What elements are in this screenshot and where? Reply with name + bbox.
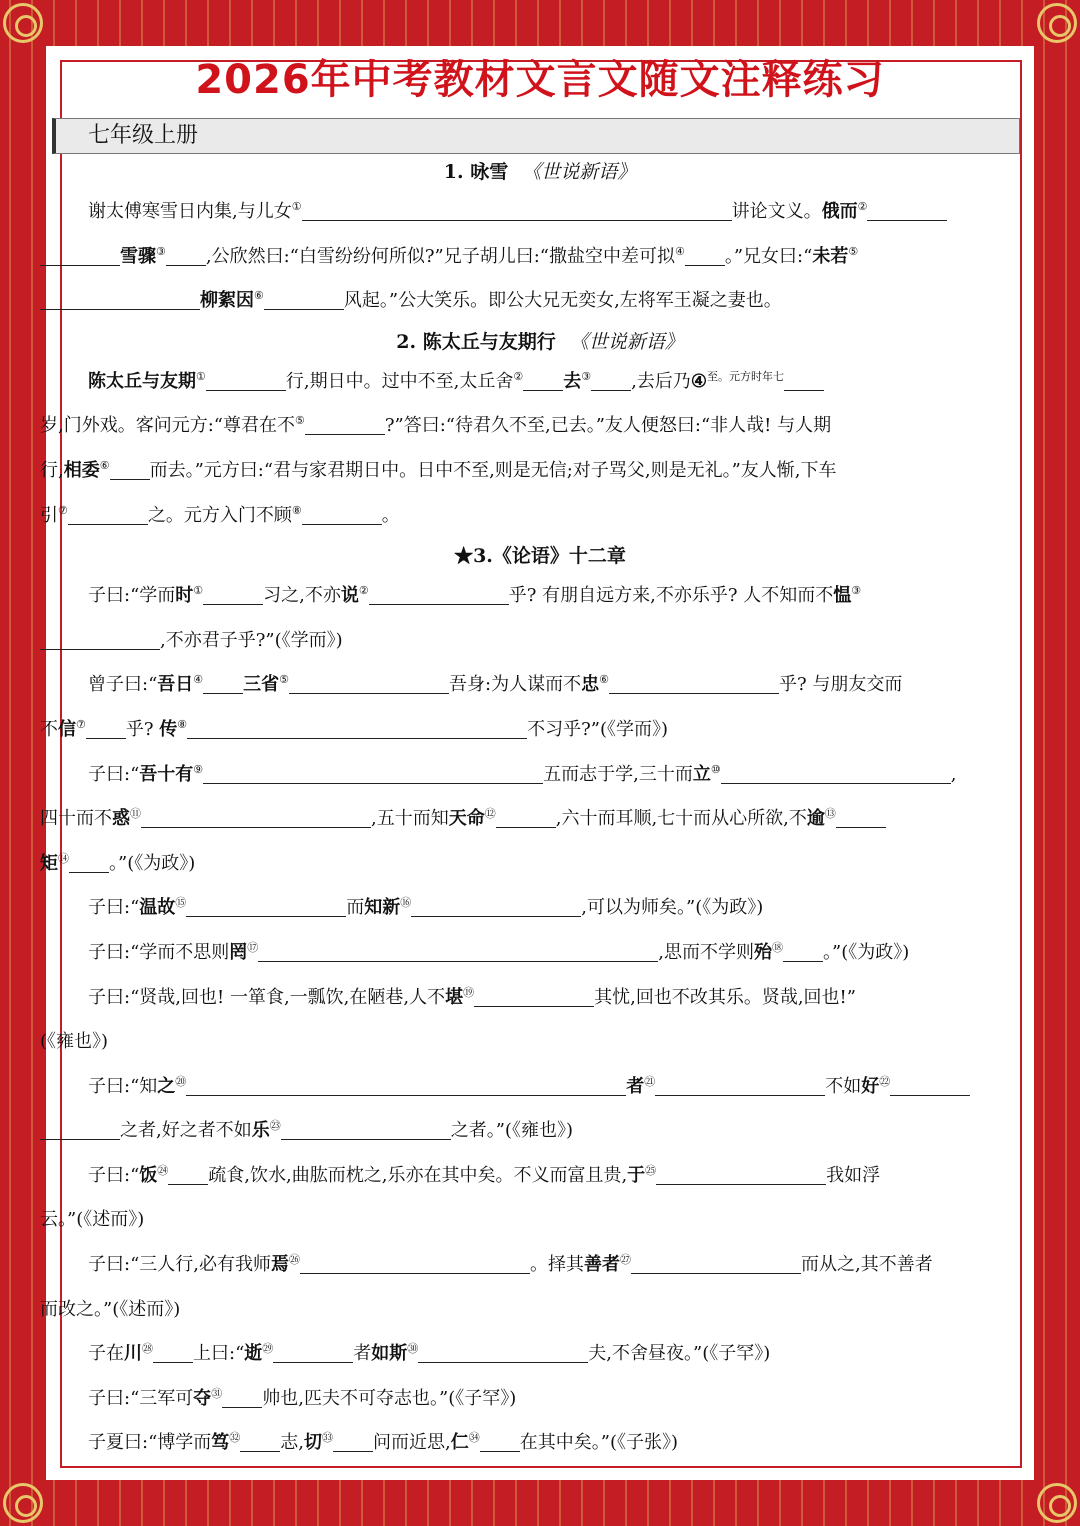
- section-title: ★3.《论语》十二章: [454, 545, 626, 568]
- answer-blank[interactable]: [68, 504, 148, 525]
- text-segment: 不如: [825, 1075, 862, 1097]
- footnote-marker: ④: [193, 673, 204, 687]
- answer-blank[interactable]: [186, 896, 346, 917]
- answer-blank[interactable]: [418, 1342, 588, 1363]
- text-segment: 问而近思,: [373, 1432, 451, 1454]
- section-heading: [46, 154, 1034, 190]
- text-line: [46, 1332, 1034, 1377]
- annotated-word: 夺: [193, 1387, 212, 1409]
- answer-blank[interactable]: [411, 896, 581, 917]
- annotated-word: 笃: [211, 1432, 230, 1454]
- text-line: [46, 1421, 1034, 1466]
- footnote-marker: ②: [358, 584, 369, 598]
- answer-blank[interactable]: [40, 289, 200, 310]
- answer-blank[interactable]: [302, 504, 382, 525]
- annotated-word: 愠: [833, 585, 852, 607]
- text-segment: 上曰:“: [193, 1343, 245, 1365]
- answer-blank[interactable]: [685, 245, 725, 266]
- text-segment: 子曰:“: [88, 1164, 140, 1186]
- exercise-content: [40, 154, 1034, 1466]
- answer-blank[interactable]: [281, 1119, 451, 1140]
- footnote-marker: ㉔: [157, 1163, 169, 1177]
- answer-blank[interactable]: [300, 1253, 530, 1274]
- text-segment: 而从之,其不善者: [801, 1254, 933, 1276]
- text-segment: 行,期日中。过中不至,太丘舍: [285, 370, 514, 392]
- annotated-word: 逝: [244, 1343, 263, 1365]
- answer-blank[interactable]: [110, 459, 150, 480]
- annotated-word: 天命: [448, 808, 485, 830]
- footnote-marker: 至。元方时年七: [706, 369, 784, 383]
- annotated-word: 堪: [445, 986, 464, 1008]
- grade-header: 七年级上册: [52, 118, 1020, 154]
- text-line: [40, 279, 1034, 324]
- text-line: [40, 449, 1034, 494]
- answer-blank[interactable]: [264, 289, 344, 310]
- answer-blank[interactable]: [168, 1164, 208, 1185]
- footnote-marker: ㉜: [229, 1431, 241, 1445]
- footnote-marker: ⑮: [175, 896, 187, 910]
- annotated-word: 温故: [139, 897, 176, 919]
- answer-blank[interactable]: [609, 673, 779, 694]
- answer-blank[interactable]: [783, 941, 823, 962]
- footnote-marker: ㉖: [289, 1253, 300, 1267]
- annotated-word: 者: [626, 1075, 645, 1097]
- footnote-marker: ⑯: [400, 896, 412, 910]
- answer-blank[interactable]: [867, 200, 947, 221]
- answer-blank[interactable]: [369, 584, 509, 605]
- answer-blank[interactable]: [86, 718, 126, 739]
- annotated-word: 三省: [243, 674, 280, 696]
- annotated-word: 川: [124, 1343, 142, 1365]
- answer-blank[interactable]: [474, 986, 594, 1007]
- text-segment: (《雍也》): [40, 1031, 109, 1053]
- annotated-word: 柳絮因: [200, 290, 254, 312]
- text-segment: 子曰:“: [88, 763, 140, 785]
- footnote-marker: ③: [156, 244, 166, 258]
- text-segment: 子曰:“学而不思则: [88, 941, 230, 963]
- footnote-marker: ⑥: [599, 673, 609, 687]
- text-segment: 之。元方入门不顾: [147, 504, 292, 526]
- answer-blank[interactable]: [206, 370, 286, 391]
- annotated-word: 忠: [581, 674, 600, 696]
- text-segment: ?”答曰:“待君久不至,已去。”友人便怒曰:“非人哉! 与人期: [384, 415, 832, 437]
- annotated-word: 相委: [63, 459, 100, 481]
- text-line: [40, 842, 1034, 887]
- footnote-marker: ⑪: [130, 807, 141, 821]
- footnote-marker: ㉙: [262, 1342, 274, 1356]
- annotated-word: 俄而: [821, 201, 858, 222]
- text-segment: 乎?: [125, 718, 160, 740]
- answer-blank[interactable]: [273, 1342, 353, 1363]
- footnote-marker: ②: [857, 200, 868, 213]
- text-line: [46, 663, 1034, 708]
- answer-blank[interactable]: [656, 1164, 826, 1185]
- text-segment: 。”(《为政》): [109, 852, 196, 874]
- annotated-word: 吾日: [157, 674, 194, 696]
- text-line: [40, 619, 1034, 664]
- footnote-marker: ㉞: [468, 1431, 480, 1445]
- text-segment: 习之,不亦: [263, 585, 341, 607]
- text-segment: 五而志于学,三十而: [543, 763, 693, 785]
- text-line: [46, 1243, 1034, 1288]
- text-line: [40, 235, 1034, 280]
- corner-ornament-icon: [3, 1483, 43, 1523]
- text-segment: 风起。”公大笑乐。即公大兄无奕女,左将军王凝之妻也。: [343, 290, 782, 312]
- text-segment: 四十而不: [40, 808, 112, 830]
- footnote-marker: ㉚: [407, 1342, 419, 1356]
- text-segment: 子曰:“: [88, 897, 140, 919]
- text-segment: 云。”(《述而》): [40, 1209, 145, 1231]
- footnote-marker: ㉕: [645, 1163, 657, 1177]
- footnote-marker: ㉑: [644, 1074, 656, 1088]
- footnote-marker: ⑭: [58, 851, 69, 865]
- text-segment: 乎? 有朋自远方来,不亦乐乎? 人不知而不: [508, 585, 834, 607]
- answer-blank[interactable]: [187, 718, 527, 739]
- text-segment: 。”兄女曰:“: [724, 245, 813, 267]
- text-segment: 疏食,饮水,曲肱而枕之,乐亦在其中矣。不义而富且贵,: [208, 1164, 628, 1186]
- annotated-word: 之: [157, 1075, 176, 1097]
- annotated-word: 雪骤: [120, 245, 156, 267]
- section-heading: [46, 324, 1034, 360]
- footnote-marker: ⑤: [295, 414, 305, 428]
- answer-blank[interactable]: [40, 245, 120, 266]
- text-segment: 子夏曰:“博学而: [88, 1432, 212, 1454]
- annotated-word: 焉: [271, 1254, 289, 1276]
- answer-blank[interactable]: [153, 1342, 193, 1363]
- annotated-word: 未若: [812, 245, 849, 267]
- text-segment: 讲论文义。: [731, 201, 822, 222]
- answer-blank[interactable]: [496, 807, 556, 828]
- footnote-marker: ①: [196, 369, 206, 383]
- text-segment: 志,: [280, 1432, 305, 1454]
- text-segment: 不: [40, 718, 58, 740]
- worksheet-page: [40, 46, 1034, 1480]
- text-segment: ,去后乃: [631, 370, 691, 392]
- annotated-word: 殆: [754, 941, 773, 963]
- annotated-word: 立: [692, 763, 711, 785]
- answer-blank[interactable]: [141, 807, 371, 828]
- text-line: [40, 1109, 1034, 1154]
- footnote-marker: ⑳: [175, 1074, 187, 1088]
- annotated-word: 乐: [251, 1120, 270, 1142]
- footnote-marker: ⑥: [254, 289, 264, 303]
- footnote-marker: ⑧: [291, 503, 302, 517]
- text-line: [46, 931, 1034, 976]
- footnote-marker: ③: [851, 584, 862, 598]
- answer-blank[interactable]: [289, 673, 449, 694]
- section-source: 《世说新语》: [569, 330, 684, 353]
- text-segment: 。: [381, 504, 400, 526]
- annotated-word: 善者: [584, 1254, 620, 1276]
- text-line: [46, 1154, 1034, 1199]
- corner-ornament-icon: [1037, 1483, 1077, 1523]
- annotated-word: 信: [58, 718, 76, 740]
- annotated-word: 于: [627, 1164, 646, 1186]
- text-segment: 行,: [40, 459, 64, 481]
- text-line: [46, 753, 1034, 798]
- section-title: 2. 陈太丘与友期行: [396, 330, 556, 353]
- section-source: 《世说新语》: [522, 161, 637, 183]
- answer-blank[interactable]: [591, 370, 631, 391]
- text-line: [46, 886, 1034, 931]
- annotated-word: 说: [340, 585, 359, 607]
- annotated-word: 逾: [806, 808, 825, 830]
- answer-blank[interactable]: [186, 1075, 626, 1096]
- text-segment: 不习乎?”(《学而》): [527, 718, 669, 740]
- text-segment: 吾身:为人谋而不: [449, 674, 582, 696]
- annotated-word: 仁: [450, 1432, 469, 1454]
- footnote-marker: ④: [674, 244, 685, 258]
- text-segment: ,思而不学则: [658, 941, 755, 963]
- annotated-word: 好: [861, 1075, 880, 1097]
- annotated-word: 矩: [40, 852, 58, 874]
- text-line: [40, 797, 1034, 842]
- text-segment: 曾子曰:“: [88, 674, 158, 696]
- text-line: [46, 1065, 1034, 1110]
- footnote-marker: ⑦: [76, 717, 86, 731]
- annotated-word: 吾十有: [139, 763, 194, 785]
- text-segment: 子曰:“贤哉,回也! 一箪食,一瓢饮,在陋巷,人不: [88, 986, 446, 1008]
- footnote-marker: ⑱: [772, 940, 784, 954]
- answer-blank[interactable]: [222, 1387, 262, 1408]
- answer-blank[interactable]: [203, 763, 543, 784]
- footnote-marker: ⑨: [193, 762, 204, 776]
- annotated-word: 惑: [112, 808, 130, 830]
- answer-blank[interactable]: [890, 1075, 970, 1096]
- page-title: 2026年中考教材文言文随文注释练习: [195, 57, 885, 103]
- text-segment: 在其中矣。”(《子张》): [519, 1432, 678, 1454]
- text-segment: 子曰:“三军可: [88, 1387, 194, 1409]
- text-segment: 岁,门外戏。客问元方:“尊君在不: [40, 415, 295, 437]
- text-segment: 子曰:“学而: [88, 585, 176, 607]
- answer-blank[interactable]: [166, 245, 206, 266]
- annotated-word: 如斯: [371, 1343, 408, 1365]
- annotated-word: 时: [175, 585, 194, 607]
- text-line: [46, 360, 1034, 405]
- text-line: [46, 190, 1034, 235]
- footnote-marker: ①: [193, 584, 204, 598]
- text-segment: ,: [950, 763, 957, 785]
- text-segment: 子在: [88, 1343, 124, 1365]
- answer-blank[interactable]: [721, 763, 951, 784]
- annotated-word: 切: [304, 1432, 323, 1454]
- text-segment: 者: [353, 1343, 372, 1365]
- text-line: [40, 1020, 1034, 1065]
- annotated-word: 饭: [139, 1164, 158, 1186]
- text-segment: 谢太傅寒雪日内集,与儿女: [88, 201, 292, 222]
- section-heading: [46, 538, 1034, 574]
- text-line: [40, 404, 1034, 449]
- footnote-marker: ③: [581, 369, 592, 383]
- footnote-marker: ⑩: [710, 762, 721, 776]
- answer-blank[interactable]: [523, 370, 563, 391]
- text-line: [46, 574, 1034, 619]
- text-segment: ,六十而耳顺,七十而从心所欲,不: [555, 808, 807, 830]
- answer-blank[interactable]: [305, 414, 385, 435]
- footnote-marker: ㉘: [142, 1342, 153, 1356]
- text-line: [46, 1377, 1034, 1422]
- footnote-marker: ㉝: [322, 1431, 334, 1445]
- footnote-marker: ⑬: [824, 807, 836, 821]
- text-segment: 子曰:“知: [88, 1075, 158, 1097]
- text-line: [40, 494, 1034, 539]
- answer-blank[interactable]: [40, 1119, 120, 1140]
- answer-blank[interactable]: [240, 1431, 280, 1452]
- answer-blank[interactable]: [631, 1253, 801, 1274]
- text-segment: 之者。”(《雍也》): [450, 1120, 573, 1142]
- footnote-marker: ㉛: [211, 1386, 223, 1400]
- text-line: [40, 708, 1034, 753]
- text-segment: ,可以为师矣。”(《为政》): [581, 897, 764, 919]
- answer-blank[interactable]: [69, 852, 109, 873]
- text-segment: 子曰:“三人行,必有我师: [88, 1254, 271, 1276]
- annotated-word: ④: [690, 370, 707, 392]
- text-segment: 其忧,回也不改其乐。贤哉,回也!”: [594, 986, 856, 1008]
- text-segment: 。择其: [530, 1254, 584, 1276]
- answer-blank[interactable]: [302, 200, 732, 221]
- text-segment: 夫,不舍昼夜。”(《子罕》): [588, 1343, 771, 1365]
- footnote-marker: ㉓: [269, 1119, 281, 1133]
- text-segment: 之者,好之者不如: [120, 1120, 252, 1142]
- text-segment: 而去。”元方曰:“君与家君期日中。日中不至,则是无信;对子骂父,则是无礼。”友人惭,下车: [149, 459, 837, 481]
- corner-ornament-icon: [3, 3, 43, 43]
- answer-blank[interactable]: [836, 807, 886, 828]
- text-segment: 。”(《为政》): [823, 941, 910, 963]
- text-line: [40, 1198, 1034, 1243]
- text-segment: ,公欣然曰:“白雪纷纷何所似?”兄子胡儿曰:“撒盐空中差可拟: [205, 245, 675, 267]
- text-segment: 引: [40, 504, 58, 526]
- answer-blank[interactable]: [480, 1431, 520, 1452]
- text-segment: 而: [346, 897, 365, 919]
- text-segment: 乎? 与朋友交而: [778, 674, 903, 696]
- answer-blank[interactable]: [203, 673, 243, 694]
- text-line: [40, 1288, 1034, 1333]
- text-segment: ,不亦君子乎?”(《学而》): [160, 629, 343, 651]
- footnote-marker: ㉗: [620, 1253, 631, 1267]
- footnote-marker: ⑧: [177, 717, 188, 731]
- text-segment: 我如浮: [826, 1164, 881, 1186]
- annotated-word: 传: [159, 718, 178, 740]
- answer-blank[interactable]: [40, 629, 160, 650]
- annotated-word: 去: [563, 370, 582, 392]
- answer-blank[interactable]: [333, 1431, 373, 1452]
- text-segment: 帅也,匹夫不可夺志也。”(《子罕》): [262, 1387, 517, 1409]
- answer-blank[interactable]: [784, 370, 824, 391]
- footnote-marker: ⑤: [848, 244, 859, 258]
- annotated-word: 罔: [229, 941, 248, 963]
- answer-blank[interactable]: [258, 941, 658, 962]
- answer-blank[interactable]: [203, 584, 263, 605]
- text-segment: 而改之。”(《述而》): [40, 1298, 181, 1320]
- answer-blank[interactable]: [655, 1075, 825, 1096]
- footnote-marker: ⑥: [99, 458, 110, 472]
- footnote-marker: ②: [513, 369, 524, 383]
- annotated-word: 知新: [364, 897, 401, 919]
- annotated-word: 陈太丘与友期: [88, 370, 196, 392]
- footnote-marker: ㉒: [879, 1074, 891, 1088]
- footnote-marker: ⑤: [279, 673, 290, 687]
- footnote-marker: ⑰: [247, 940, 259, 954]
- section-title: 1. 咏雪: [443, 161, 509, 183]
- text-segment: ,五十而知: [371, 808, 449, 830]
- footnote-marker: ①: [291, 200, 302, 213]
- footnote-marker: ⑦: [58, 503, 68, 517]
- text-line: [46, 976, 1034, 1021]
- footnote-marker: ⑲: [463, 985, 475, 999]
- corner-ornament-icon: [1037, 3, 1077, 43]
- footnote-marker: ⑫: [484, 807, 496, 821]
